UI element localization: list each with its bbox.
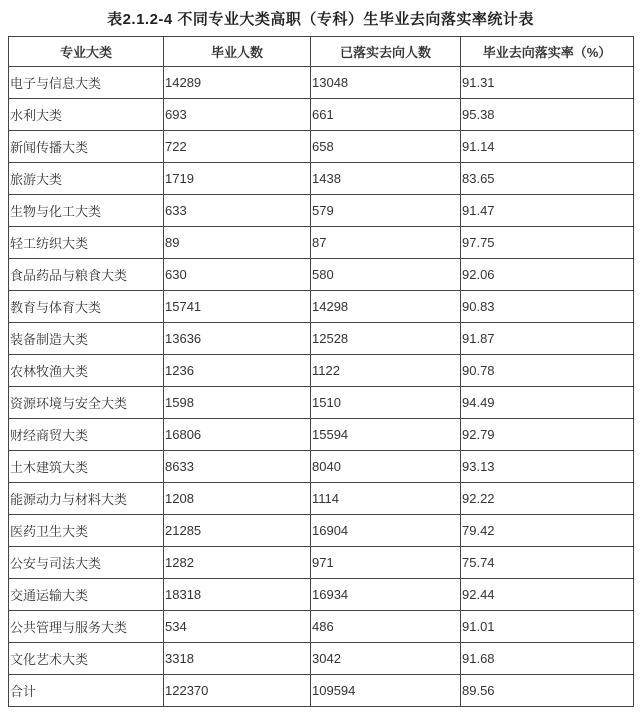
cell-major-category: 旅游大类 xyxy=(9,163,164,195)
cell-major-category: 新闻传播大类 xyxy=(9,131,164,163)
cell-confirmed-destination-count: 8040 xyxy=(311,451,461,483)
table-row xyxy=(9,483,634,515)
cell-graduate-count: 633 xyxy=(164,195,311,227)
cell-destination-rate: 91.47 xyxy=(461,195,634,227)
cell-graduate-count: 1208 xyxy=(164,483,311,515)
table-title: 表2.1.2-4 不同专业大类高职（专科）生毕业去向落实率统计表 xyxy=(107,11,534,28)
cell-destination-rate: 75.74 xyxy=(461,547,634,579)
cell-destination-rate: 91.31 xyxy=(461,67,634,99)
cell-graduate-count: 89 xyxy=(164,227,311,259)
cell-major-category: 教育与体育大类 xyxy=(9,291,164,323)
cell-confirmed-destination-count: 579 xyxy=(311,195,461,227)
cell-graduate-count: 693 xyxy=(164,99,311,131)
cell-graduate-count: 630 xyxy=(164,259,311,291)
cell-graduate-count: 534 xyxy=(164,611,311,643)
cell-confirmed-destination-count: 1122 xyxy=(311,355,461,387)
cell-major-category: 能源动力与材料大类 xyxy=(9,483,164,515)
cell-major-category: 合计 xyxy=(9,675,164,707)
cell-confirmed-destination-count: 109594 xyxy=(311,675,461,707)
cell-major-category: 文化艺术大类 xyxy=(9,643,164,675)
table-body xyxy=(9,67,634,707)
cell-graduate-count: 8633 xyxy=(164,451,311,483)
table-row xyxy=(9,291,634,323)
cell-graduate-count: 1598 xyxy=(164,387,311,419)
cell-confirmed-destination-count: 1510 xyxy=(311,387,461,419)
table-row xyxy=(9,259,634,291)
table-row xyxy=(9,611,634,643)
table-row xyxy=(9,579,634,611)
cell-confirmed-destination-count: 16904 xyxy=(311,515,461,547)
table-row xyxy=(9,547,634,579)
cell-confirmed-destination-count: 486 xyxy=(311,611,461,643)
cell-major-category: 水利大类 xyxy=(9,99,164,131)
column-header-graduate-count: 毕业人数 xyxy=(164,37,311,67)
cell-confirmed-destination-count: 1114 xyxy=(311,483,461,515)
cell-destination-rate: 92.22 xyxy=(461,483,634,515)
cell-major-category: 公共管理与服务大类 xyxy=(9,611,164,643)
table-row xyxy=(9,387,634,419)
cell-destination-rate: 91.14 xyxy=(461,131,634,163)
cell-graduate-count: 3318 xyxy=(164,643,311,675)
cell-confirmed-destination-count: 12528 xyxy=(311,323,461,355)
cell-graduate-count: 722 xyxy=(164,131,311,163)
table-row xyxy=(9,515,634,547)
cell-major-category: 土木建筑大类 xyxy=(9,451,164,483)
cell-destination-rate: 90.78 xyxy=(461,355,634,387)
table-row xyxy=(9,67,634,99)
cell-destination-rate: 97.75 xyxy=(461,227,634,259)
cell-destination-rate: 89.56 xyxy=(461,675,634,707)
cell-destination-rate: 91.87 xyxy=(461,323,634,355)
table-row xyxy=(9,451,634,483)
cell-destination-rate: 94.49 xyxy=(461,387,634,419)
table-row xyxy=(9,99,634,131)
table-row xyxy=(9,195,634,227)
cell-destination-rate: 93.13 xyxy=(461,451,634,483)
cell-destination-rate: 90.83 xyxy=(461,291,634,323)
table-row xyxy=(9,323,634,355)
cell-graduate-count: 16806 xyxy=(164,419,311,451)
cell-major-category: 财经商贸大类 xyxy=(9,419,164,451)
cell-graduate-count: 1236 xyxy=(164,355,311,387)
cell-graduate-count: 21285 xyxy=(164,515,311,547)
table-row xyxy=(9,131,634,163)
header-row xyxy=(9,37,634,67)
cell-destination-rate: 83.65 xyxy=(461,163,634,195)
table-row xyxy=(9,419,634,451)
cell-major-category: 交通运输大类 xyxy=(9,579,164,611)
cell-major-category: 农林牧渔大类 xyxy=(9,355,164,387)
column-header-destination-rate: 毕业去向落实率（%） xyxy=(461,37,634,67)
cell-graduate-count: 14289 xyxy=(164,67,311,99)
cell-confirmed-destination-count: 13048 xyxy=(311,67,461,99)
table-row xyxy=(9,163,634,195)
table-row xyxy=(9,227,634,259)
cell-confirmed-destination-count: 1438 xyxy=(311,163,461,195)
cell-confirmed-destination-count: 14298 xyxy=(311,291,461,323)
cell-destination-rate: 79.42 xyxy=(461,515,634,547)
cell-destination-rate: 92.44 xyxy=(461,579,634,611)
cell-destination-rate: 91.01 xyxy=(461,611,634,643)
cell-destination-rate: 95.38 xyxy=(461,99,634,131)
cell-major-category: 资源环境与安全大类 xyxy=(9,387,164,419)
cell-graduate-count: 1719 xyxy=(164,163,311,195)
column-header-major-category: 专业大类 xyxy=(9,37,164,67)
cell-destination-rate: 92.06 xyxy=(461,259,634,291)
cell-graduate-count: 1282 xyxy=(164,547,311,579)
cell-confirmed-destination-count: 15594 xyxy=(311,419,461,451)
table-row xyxy=(9,355,634,387)
cell-destination-rate: 92.79 xyxy=(461,419,634,451)
cell-major-category: 轻工纺织大类 xyxy=(9,227,164,259)
cell-graduate-count: 13636 xyxy=(164,323,311,355)
cell-graduate-count: 122370 xyxy=(164,675,311,707)
cell-confirmed-destination-count: 16934 xyxy=(311,579,461,611)
table-row-total xyxy=(9,675,634,707)
cell-graduate-count: 15741 xyxy=(164,291,311,323)
cell-graduate-count: 18318 xyxy=(164,579,311,611)
statistics-table xyxy=(8,36,634,707)
cell-major-category: 公安与司法大类 xyxy=(9,547,164,579)
cell-confirmed-destination-count: 3042 xyxy=(311,643,461,675)
cell-confirmed-destination-count: 87 xyxy=(311,227,461,259)
cell-major-category: 电子与信息大类 xyxy=(9,67,164,99)
cell-major-category: 医药卫生大类 xyxy=(9,515,164,547)
table-row xyxy=(9,643,634,675)
cell-major-category: 生物与化工大类 xyxy=(9,195,164,227)
cell-major-category: 装备制造大类 xyxy=(9,323,164,355)
column-header-confirmed-destination-count: 已落实去向人数 xyxy=(311,37,461,67)
cell-confirmed-destination-count: 580 xyxy=(311,259,461,291)
cell-confirmed-destination-count: 658 xyxy=(311,131,461,163)
cell-major-category: 食品药品与粮食大类 xyxy=(9,259,164,291)
cell-destination-rate: 91.68 xyxy=(461,643,634,675)
cell-confirmed-destination-count: 661 xyxy=(311,99,461,131)
cell-confirmed-destination-count: 971 xyxy=(311,547,461,579)
